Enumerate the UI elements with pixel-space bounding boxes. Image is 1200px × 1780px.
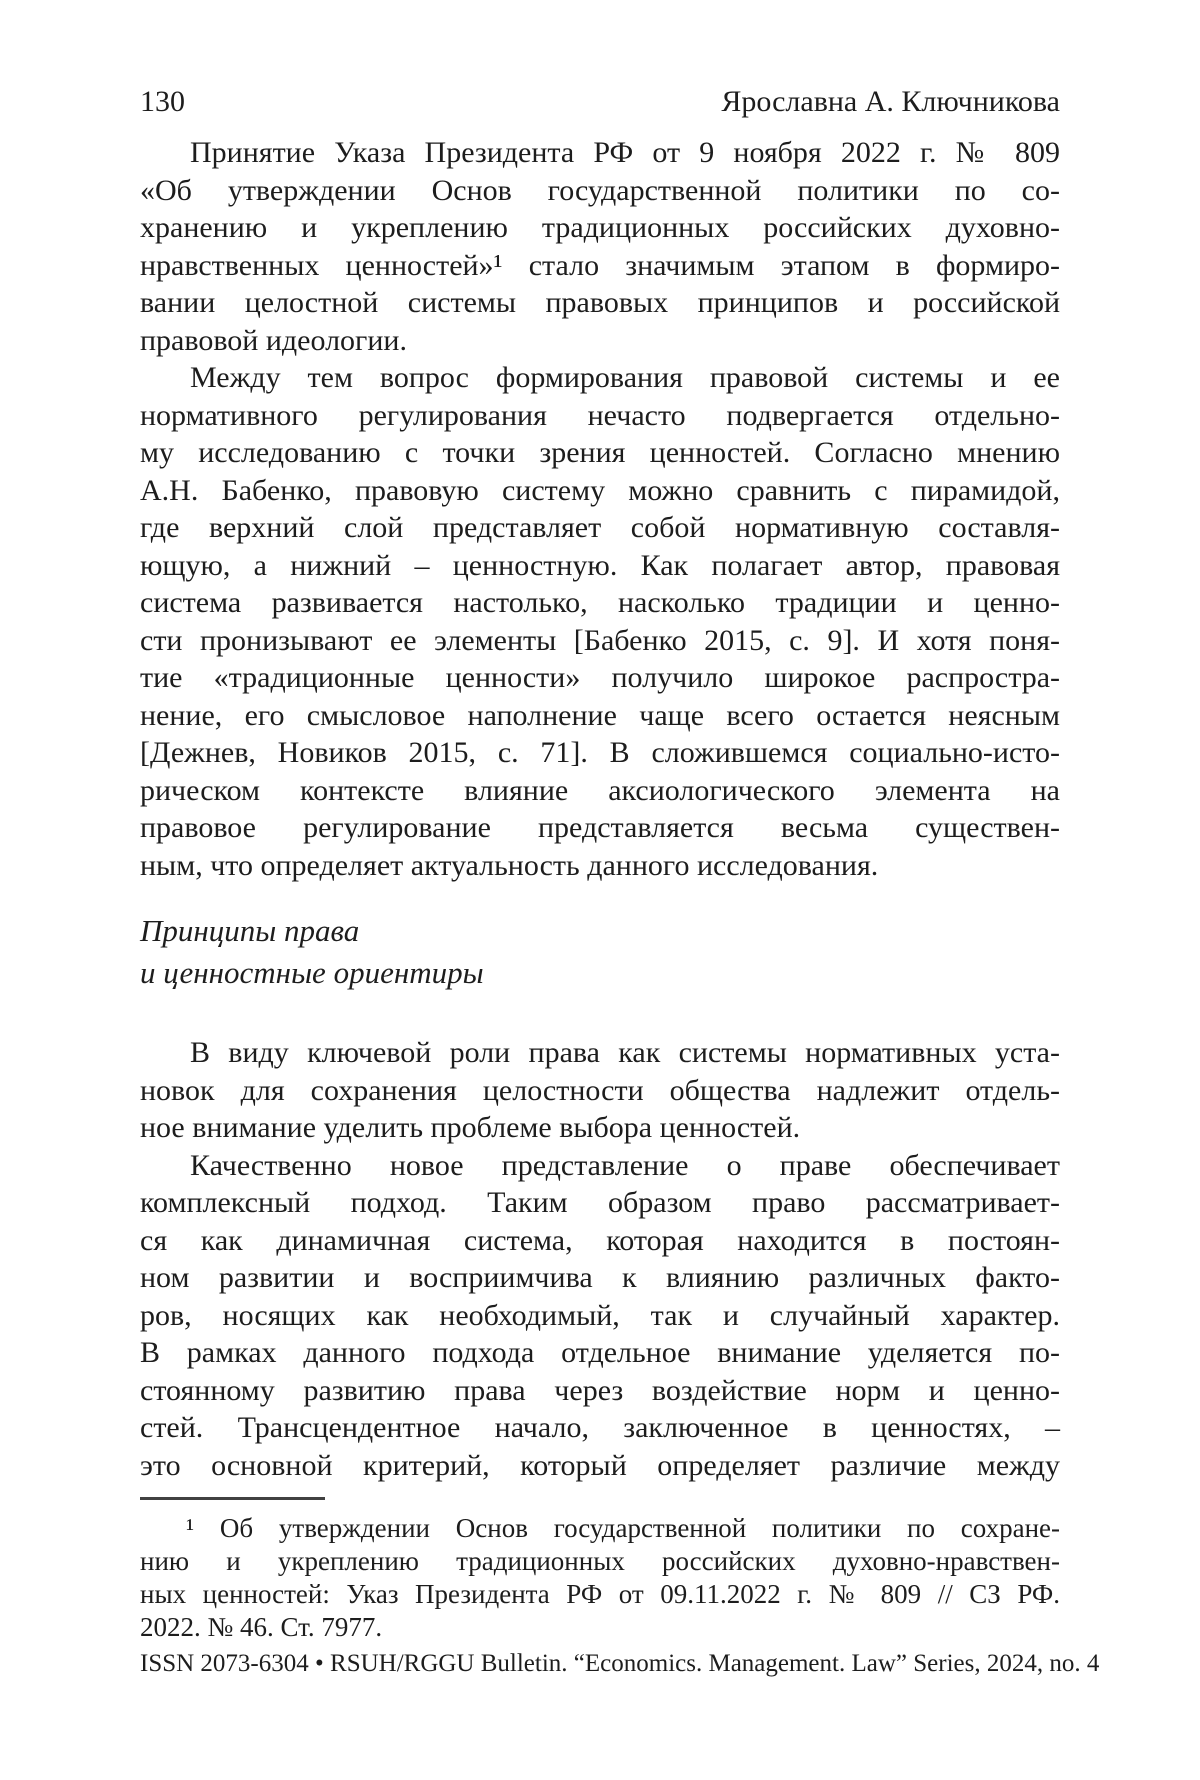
page-number: 130 [140, 85, 185, 118]
text-line: хранению и укреплению традиционных российских духовно- [140, 211, 1060, 244]
running-header [140, 84, 1060, 120]
paragraph-legal-system-values [140, 359, 1060, 884]
text-line: нение, его смысловое наполнение чаще всего остается неясным [140, 698, 1060, 732]
page-footer [140, 1648, 1100, 1680]
section-heading [140, 910, 1060, 994]
text-line: В рамках данного подхода отдельное внимание уделяется по- [140, 1336, 1060, 1369]
text-line: рическом контексте влияние аксиологического элемента на [140, 773, 1060, 807]
text-line: ным, что определяет актуальность данного исследования. [140, 848, 879, 882]
text-line: ющую, а нижний – ценностную. Как полагает автор, правовая [140, 548, 1060, 582]
text-line: ся как динамичная система, которая находится в постоян- [140, 1223, 1060, 1257]
text-line: новок для сохранения целостности общества надлежит отдель- [140, 1073, 1060, 1107]
page-body [140, 134, 1060, 1644]
text-line: правовое регулирование представляется весьма существен- [140, 811, 1060, 844]
text-line: и ценностные ориентиры [140, 955, 484, 990]
text-line: Между тем вопрос формирования правовой системы и ее [190, 361, 1060, 394]
paragraph-role-of-law [140, 1034, 1060, 1147]
text-line: ном развитии и восприимчива к влиянию различных факто- [140, 1261, 1060, 1294]
text-line: А.Н. Бабенко, правовую систему можно сравнить с пирамидой, [140, 473, 1060, 507]
paragraph-complex-approach [140, 1147, 1060, 1485]
text-line: «Об утверждении Основ государственной политики по со- [140, 173, 1060, 207]
text-line: стоянному развитию права через воздействие норм и ценно- [140, 1373, 1060, 1407]
text-line: правовой идеологии. [140, 323, 407, 357]
text-line: стей. Трансцендентное начало, заключенное в ценностях, – [140, 1411, 1060, 1444]
text-line: нормативного регулирования нечасто подвергается отдельно- [140, 398, 1060, 432]
text-line: ное внимание уделить проблеме выбора ценностей. [140, 1111, 801, 1144]
text-line: где верхний слой представляет собой нормативную составля- [140, 511, 1060, 544]
text-line: [Дежнев, Новиков 2015, с. 71]. В сложившемся социально-исто- [140, 736, 1060, 769]
text-line: ¹ Об утверждении Основ государственной политики по сохране- [186, 1513, 1060, 1543]
text-line: комплексный подход. Таким образом право рассматривает- [140, 1186, 1060, 1219]
footnote-1 [140, 1512, 1060, 1644]
paragraph-intro-decree [140, 134, 1060, 359]
text-line: Принципы права [140, 913, 360, 948]
text-line: нию и укреплению традиционных российских духовно-нравствен- [140, 1546, 1060, 1576]
text-line: му исследованию с точки зрения ценностей. Согласно мнению [140, 436, 1060, 469]
footnote-separator [140, 1497, 325, 1500]
text-line: В виду ключевой роли права как системы нормативных уста- [190, 1036, 1060, 1069]
text-line: 2022. № 46. Ст. 7977. [140, 1612, 383, 1642]
text-line: сти пронизывают ее элементы [Бабенко 2015, с. 9]. И хотя поня- [140, 623, 1060, 657]
text-line: тие «традиционные ценности» получило широкое распростра- [140, 661, 1060, 694]
issn-line: ISSN 2073-6304 • RSUH/RGGU Bulletin. “Economics. Management. Law” Series, 2024, no. 4 [140, 1650, 1100, 1677]
text-line: Качественно новое представление о праве обеспечивает [190, 1148, 1060, 1182]
text-line: вании целостной системы правовых принципов и российской [140, 286, 1060, 319]
text-line: Принятие Указа Президента РФ от 9 ноября 2022 г. № 809 [190, 136, 1060, 169]
text-line: нравственных ценностей»¹ стало значимым этапом в формиро- [140, 248, 1060, 282]
text-line: система развивается настолько, насколько традиции и ценно- [140, 586, 1060, 619]
text-line: это основной критерий, который определяет различие между [140, 1448, 1060, 1482]
running-head-author: Ярославна А. Ключникова [721, 85, 1060, 118]
text-line: ных ценностей: Указ Президента РФ от 09.11.2022 г. № 809 // СЗ РФ. [140, 1579, 1060, 1609]
text-line: ров, носящих как необходимый, так и случайный характер. [140, 1298, 1060, 1332]
